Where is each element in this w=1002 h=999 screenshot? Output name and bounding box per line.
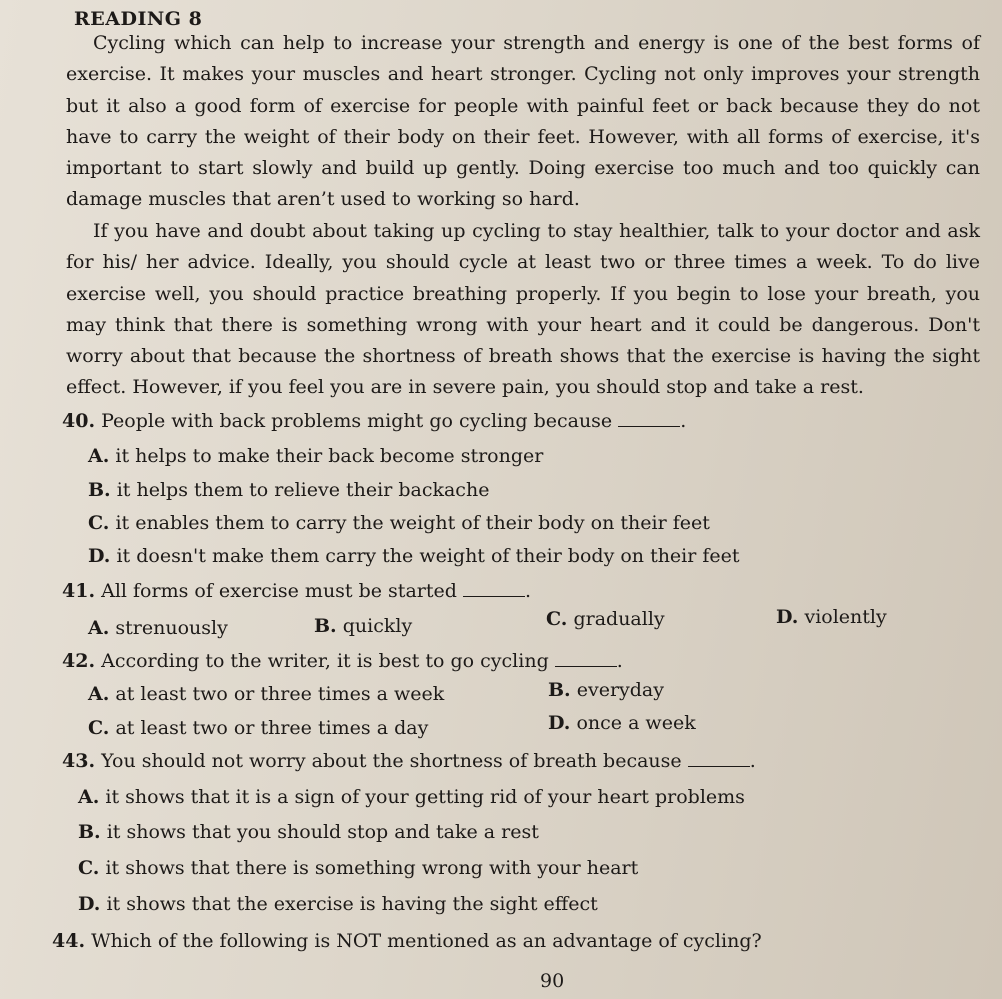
- question-number: 42.: [62, 650, 96, 672]
- option-text: at least two or three times a week: [115, 683, 445, 705]
- option-40a: [88, 445, 543, 467]
- option-label: A.: [88, 683, 110, 705]
- option-text: it shows that there is something wrong with your heart: [105, 857, 639, 879]
- option-text: everyday: [576, 679, 664, 701]
- question-44: [52, 930, 762, 952]
- question-number: 44.: [52, 930, 86, 952]
- question-number: 40.: [62, 410, 96, 432]
- reading-title: READING 8: [74, 8, 203, 30]
- option-text: it shows that the exercise is having the sight effect: [106, 893, 598, 915]
- option-text: gradually: [573, 608, 665, 630]
- paragraph-2: If you have and doubt about taking up cycling to stay healthier, talk to your doctor and ask for his/ her advice. Ideally, you should cycle at least two or three times a week. To do live exercise well, you should practice breathing properly. If you begin to lose your breath, you may think that there is something wrong with your heart and it could be dangerous. Don't worry about that because the shortness of breath shows that the exercise is having the sight effect. However, if you feel you are in severe pain, you should stop and take a rest.: [66, 220, 980, 399]
- option-text: quickly: [342, 615, 413, 637]
- option-text: it shows that it is a sign of your getting rid of your heart problems: [105, 786, 745, 808]
- question-text: People with back problems might go cycling because: [101, 410, 613, 432]
- option-text: it helps them to relieve their backache: [116, 479, 490, 501]
- answer-blank: [618, 412, 680, 427]
- option-label: D.: [776, 606, 799, 628]
- option-text: at least two or three times a day: [115, 717, 429, 739]
- paragraph-1: Cycling which can help to increase your strength and energy is one of the best forms of exercise. It makes your muscles and heart stronger. Cycling not only improves your strength but it also a good form of exercise for people with painful feet or back because they do not have to carry the weight of their body on their feet. However, with all forms of exercise, it's important to start slowly and build up gently. Doing exercise too much and too quickly can damage muscles that aren’t used to working so hard.: [66, 32, 980, 211]
- option-text: strenuously: [115, 617, 228, 639]
- answer-blank: [688, 752, 750, 767]
- option-42a: [88, 683, 444, 705]
- option-42c: [88, 717, 428, 739]
- option-text: it shows that you should stop and take a rest: [106, 821, 539, 843]
- option-41a: [88, 617, 228, 639]
- option-43a: [78, 786, 745, 808]
- option-label: C.: [88, 717, 110, 739]
- option-43c: [78, 857, 638, 879]
- question-end: .: [680, 410, 687, 432]
- option-label: A.: [88, 445, 110, 467]
- option-label: B.: [88, 479, 111, 501]
- page-number: 90: [540, 970, 565, 992]
- option-text: it enables them to carry the weight of their body on their feet: [115, 512, 710, 534]
- option-41c: [546, 608, 665, 630]
- option-label: A.: [88, 617, 110, 639]
- option-42d: [548, 712, 696, 734]
- option-40b: [88, 479, 489, 501]
- question-end: .: [616, 650, 623, 672]
- option-42b: [548, 679, 664, 701]
- question-end: .: [524, 580, 531, 602]
- option-43b: [78, 821, 539, 843]
- question-41: [62, 580, 531, 602]
- option-text: once a week: [576, 712, 696, 734]
- question-text: You should not worry about the shortness of breath because: [101, 750, 682, 772]
- option-41b: [314, 615, 412, 637]
- option-label: B.: [548, 679, 571, 701]
- question-42: [62, 650, 623, 672]
- option-label: C.: [78, 857, 100, 879]
- question-43: [62, 750, 756, 772]
- answer-blank: [555, 652, 617, 667]
- option-label: D.: [548, 712, 571, 734]
- question-number: 41.: [62, 580, 96, 602]
- question-text: According to the writer, it is best to go cycling: [101, 650, 549, 672]
- question-text: All forms of exercise must be started: [101, 580, 457, 602]
- option-text: violently: [804, 606, 887, 628]
- option-43d: [78, 893, 598, 915]
- option-label: B.: [314, 615, 337, 637]
- option-label: C.: [88, 512, 110, 534]
- question-number: 43.: [62, 750, 96, 772]
- option-41d: [776, 606, 887, 628]
- option-label: C.: [546, 608, 568, 630]
- option-label: D.: [88, 545, 111, 567]
- option-40c: [88, 512, 710, 534]
- option-text: it doesn't make them carry the weight of their body on their feet: [116, 545, 740, 567]
- question-40: [62, 410, 686, 432]
- option-40d: [88, 545, 740, 567]
- question-text: Which of the following is NOT mentioned as an advantage of cycling?: [91, 930, 762, 952]
- answer-blank: [463, 582, 525, 597]
- option-text: it helps to make their back become stronger: [115, 445, 544, 467]
- option-label: D.: [78, 893, 101, 915]
- question-end: .: [749, 750, 756, 772]
- option-label: B.: [78, 821, 101, 843]
- option-label: A.: [78, 786, 100, 808]
